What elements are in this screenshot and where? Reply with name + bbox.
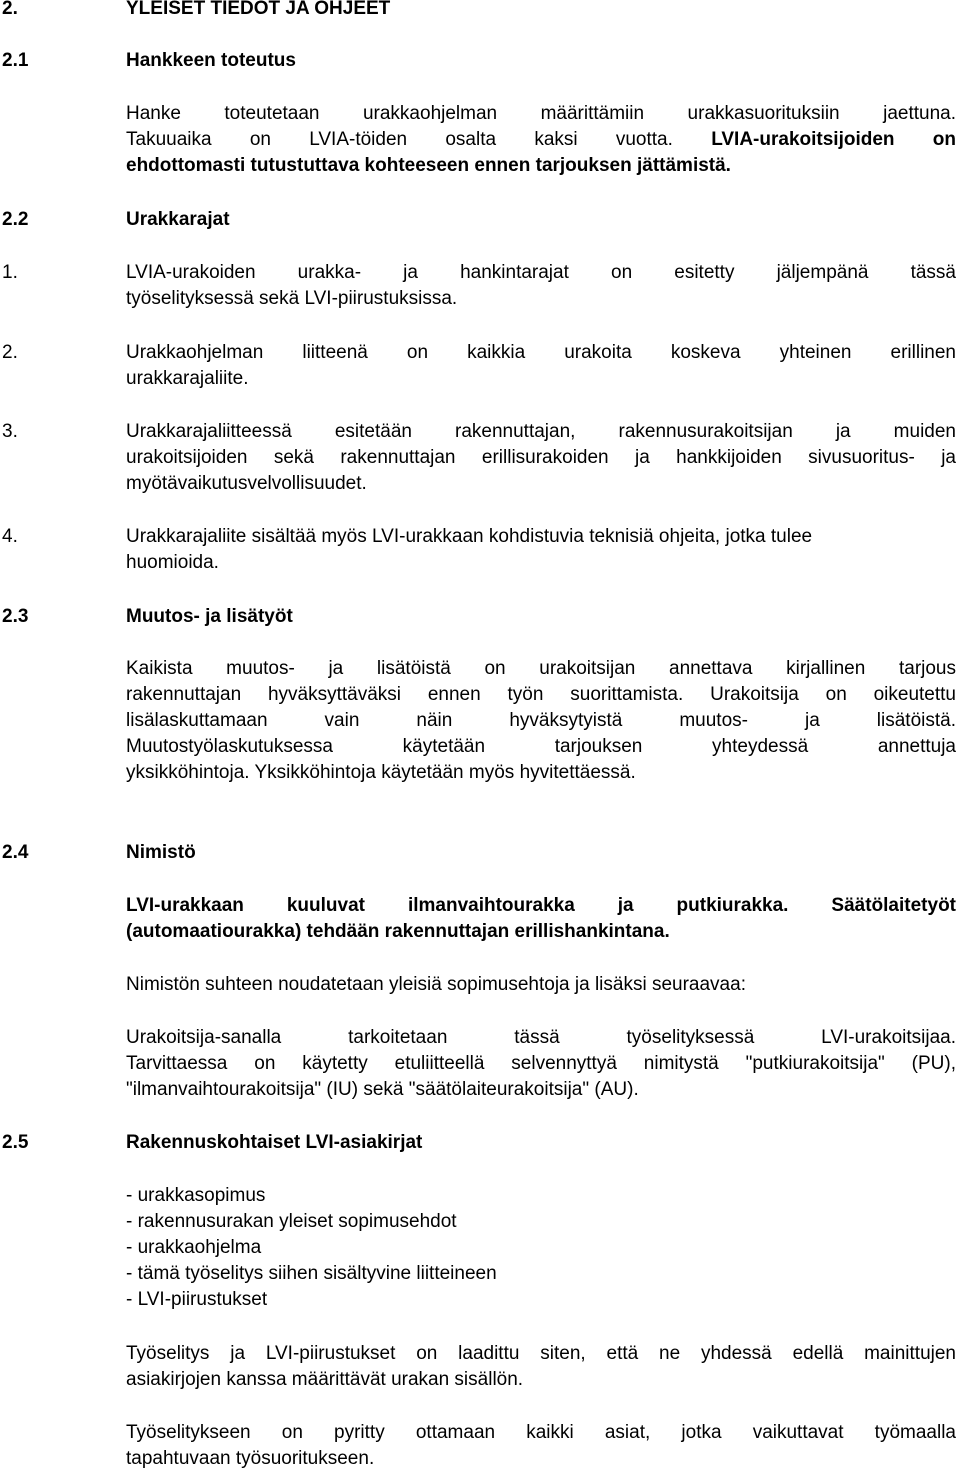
list-item-line: urakkarajaliite.	[126, 368, 249, 389]
paragraph-line: yksikköhintoja. Yksikköhintoja käytetään myös hyvitettäessä.	[126, 762, 636, 783]
paragraph-line: ehdottomasti tutustuttava kohteeseen ennen tarjouksen jättämistä.	[126, 155, 731, 176]
paragraph-line: Työselitykseen on pyritty ottamaan kaikki asiat, jotka vaikuttavat työmaalla	[126, 1422, 956, 1443]
document-list-item: - rakennusurakan yleiset sopimusehdot	[126, 1211, 457, 1232]
paragraph-line: LVI-urakkaan kuuluvat ilmanvaihtourakka ja putkiurakka. Säätölaitetyöt	[126, 895, 956, 916]
list-item-line: urakoitsijoiden sekä rakennuttajan erillisurakoiden ja hankkijoiden sivusuoritus- ja	[126, 447, 956, 468]
section-number: 2.1	[2, 50, 29, 71]
paragraph-line: Kaikista muutos- ja lisätöistä on urakoitsijan annettava kirjallinen tarjous	[126, 658, 956, 679]
section-number: 2.	[2, 0, 18, 19]
document-list-item: - LVI-piirustukset	[126, 1289, 268, 1310]
document-list-item: - urakkaohjelma	[126, 1237, 262, 1258]
list-item-line: Urakkaohjelman liitteenä on kaikkia urakoita koskeva yhteinen erillinen	[126, 342, 956, 363]
paragraph-line: "ilmanvaihtourakoitsija" (IU) sekä "säätölaiteurakoitsija" (AU).	[126, 1079, 639, 1100]
list-item-line: Urakkarajaliite sisältää myös LVI-urakkaan kohdistuvia teknisiä ohjeita, jotka tulee	[126, 526, 813, 547]
list-item-number: 3.	[2, 421, 18, 442]
list-item-line: työselityksessä sekä LVI-piirustuksissa.	[126, 288, 458, 309]
line-part-bold: LVIA-urakoitsijoiden on	[711, 129, 956, 150]
list-item	[126, 260, 956, 312]
paragraph-line: Hanke toteutetaan urakkaohjelman määrittämiin urakkasuorituksiin jaettuna.	[126, 103, 956, 124]
paragraph-line: lisälaskuttamaan vain näin hyväksytyistä muutos- ja lisätöistä.	[126, 710, 956, 731]
section-heading: Nimistö	[126, 842, 196, 863]
paragraph-line: Muutostyölaskutuksessa käytetään tarjouksen yhteydessä annettuja	[126, 736, 956, 757]
list-item-line: huomioida.	[126, 552, 219, 573]
intro-paragraph	[126, 972, 956, 998]
paragraph-line: rakennuttajan hyväksyttäväksi ennen työn suorittamista. Urakoitsija on oikeutettu	[126, 684, 956, 705]
section-number: 2.2	[2, 209, 29, 230]
section-heading: Urakkarajat	[126, 209, 230, 230]
section-paragraph	[126, 101, 956, 179]
list-item-line: Urakkarajaliitteessä esitetään rakennuttajan, rakennusurakoitsijan ja muiden	[126, 421, 956, 442]
document-list-item: - urakkasopimus	[126, 1185, 266, 1206]
list-item	[126, 340, 956, 392]
section-paragraph	[126, 1420, 956, 1472]
document-list	[126, 1183, 956, 1313]
bold-paragraph	[126, 893, 956, 945]
paragraph-line: (automaatiourakka) tehdään rakennuttajan erillishankintana.	[126, 921, 670, 942]
paragraph-line: Tarvittaessa on käytetty etuliitteellä selvennyttyä nimitystä "putkiurakoitsija" (PU),	[126, 1053, 956, 1074]
document-list-item: - tämä työselitys siihen sisältyvine liitteineen	[126, 1263, 497, 1284]
section-paragraph	[126, 1025, 956, 1103]
list-item-line: myötävaikutusvelvollisuudet.	[126, 473, 367, 494]
list-item-number: 4.	[2, 526, 18, 547]
paragraph-line: tapahtuvaan työsuoritukseen.	[126, 1448, 375, 1469]
paragraph-line: Työselitys ja LVI-piirustukset on laadittu siten, että ne yhdessä edellä mainittujen	[126, 1343, 956, 1364]
paragraph-line	[126, 127, 956, 153]
section-paragraph	[126, 656, 956, 786]
list-item-line: LVIA-urakoiden urakka- ja hankintarajat on esitetty jäljempänä tässä	[126, 262, 956, 283]
paragraph-line: Nimistön suhteen noudatetaan yleisiä sopimusehtoja ja lisäksi seuraavaa:	[126, 974, 746, 995]
paragraph-line: asiakirjojen kanssa määrittävät urakan sisällön.	[126, 1369, 524, 1390]
paragraph-line: Urakoitsija-sanalla tarkoitetaan tässä työselityksessä LVI-urakoitsijaa.	[126, 1027, 956, 1048]
section-number: 2.4	[2, 842, 29, 863]
list-item	[126, 524, 956, 576]
section-paragraph	[126, 1341, 956, 1393]
section-heading: Rakennuskohtaiset LVI-asiakirjat	[126, 1132, 423, 1153]
list-item-number: 2.	[2, 342, 18, 363]
section-heading: Hankkeen toteutus	[126, 50, 296, 71]
list-item-number: 1.	[2, 262, 18, 283]
line-part: Takuuaika on LVIA-töiden osalta kaksi vuotta.	[126, 129, 673, 150]
section-number: 2.3	[2, 606, 29, 627]
section-heading: YLEISET TIEDOT JA OHJEET	[126, 0, 391, 19]
section-number: 2.5	[2, 1132, 29, 1153]
list-item	[126, 419, 956, 497]
section-heading: Muutos- ja lisätyöt	[126, 606, 293, 627]
